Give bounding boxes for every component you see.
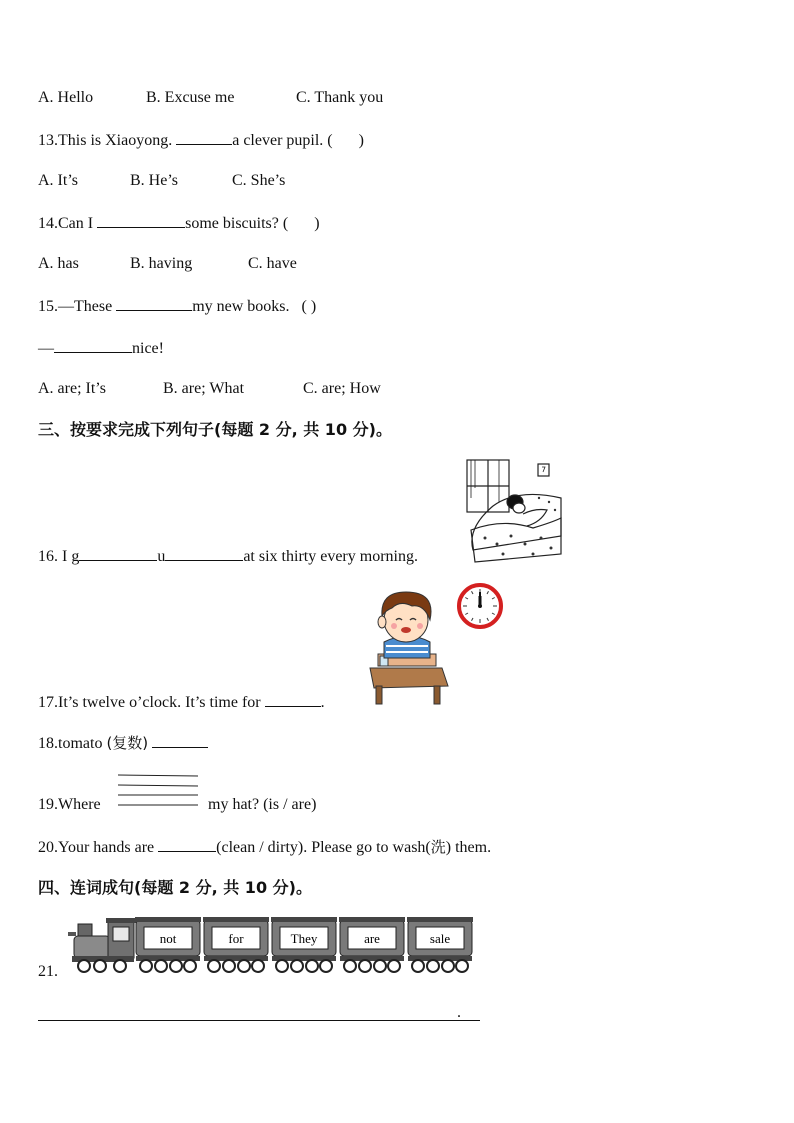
q14-number: 14.	[38, 215, 58, 232]
q13-option-c: C. She’s	[232, 172, 286, 189]
q15-line2-pre: —	[38, 340, 54, 357]
q13-answer-blank[interactable]	[176, 130, 232, 145]
q14-pre: Can I	[58, 215, 94, 232]
section-3-heading: 三、按要求完成下列句子(每题 2 分, 共 10 分)。	[38, 420, 392, 439]
train-word-5: sale	[429, 931, 451, 946]
q15-pre: —These	[58, 298, 113, 315]
q12-option-b: B. Excuse me	[146, 89, 235, 106]
q17-answer-blank[interactable]	[265, 692, 321, 707]
q20-pre: Your hands are	[58, 839, 155, 856]
q16-bed-picture	[463, 458, 565, 564]
train-car-4	[339, 917, 405, 972]
q15-line2-post: nice!	[132, 340, 164, 357]
train-car-5	[407, 917, 473, 972]
q19-post: my hat? (is / are)	[208, 796, 317, 813]
q13-pre: This is Xiaoyong.	[58, 132, 173, 149]
q15-option-a: A. are; It’s	[38, 380, 106, 397]
q15-option-b: B. are; What	[163, 380, 245, 397]
q13-option-b: B. He’s	[130, 172, 178, 189]
q17-boy-eating-picture	[364, 586, 454, 708]
question-17	[38, 692, 325, 713]
question-20	[38, 837, 491, 858]
q15-number: 15.	[38, 298, 58, 315]
q17-number: 17.	[38, 694, 58, 711]
q21-number: 21.	[38, 963, 58, 980]
q14-option-c: C. have	[248, 255, 297, 272]
q16-answer-blank-2[interactable]	[165, 546, 243, 561]
q13-end: )	[358, 132, 364, 149]
q15-answer-blank-1[interactable]	[116, 296, 192, 311]
q15-answer-paren[interactable]: ( )	[301, 298, 317, 315]
q21-end: .	[457, 1004, 461, 1021]
q19-pre: Where	[58, 796, 101, 813]
q14-option-a: A. has	[38, 255, 79, 272]
q19-number: 19.	[38, 796, 58, 813]
q18-word: tomato	[58, 735, 103, 752]
q21-answer-line[interactable]	[38, 1020, 480, 1021]
q18-hint: (复数)	[106, 734, 149, 752]
q14-option-b: B. having	[130, 255, 193, 272]
question-18	[38, 733, 208, 754]
q13-option-a: A. It’s	[38, 172, 78, 189]
q12-option-a: A. Hello	[38, 89, 94, 106]
train-car-3	[271, 917, 337, 972]
train-word-1: not	[159, 931, 177, 946]
q13-post: a clever pupil. (	[232, 132, 333, 149]
q16-text-c: at six thirty every morning.	[243, 548, 418, 565]
q14-end: )	[314, 215, 320, 232]
q15-answer-blank-2[interactable]	[54, 338, 132, 353]
q12-option-c: C. Thank you	[296, 89, 384, 106]
q20-number: 20.	[38, 839, 58, 856]
question-16	[38, 546, 418, 567]
q14-answer-blank[interactable]	[97, 213, 185, 228]
q17-end: .	[320, 694, 325, 711]
question-14	[38, 213, 320, 234]
q18-answer-blank[interactable]	[152, 733, 208, 748]
q16-text-a: I g	[62, 548, 80, 565]
train-car-2	[203, 917, 269, 972]
question-15-reply	[38, 338, 164, 359]
q21-word-train	[66, 916, 476, 978]
question-13	[38, 130, 364, 151]
train-word-4: are	[364, 931, 380, 946]
q20-cjk: 洗	[430, 838, 446, 856]
q16-answer-blank-1[interactable]	[79, 546, 157, 561]
q20-answer-blank[interactable]	[158, 837, 216, 852]
q20-end: ) them.	[445, 839, 492, 856]
q15-post: my new books.	[192, 298, 290, 315]
train-car-1	[135, 917, 201, 972]
q16-number: 16.	[38, 548, 58, 565]
train-engine	[68, 918, 136, 972]
question-19	[38, 795, 101, 815]
q14-post: some biscuits? (	[185, 215, 289, 232]
clock-icon	[457, 583, 503, 629]
section-4-heading: 四、连词成句(每题 2 分, 共 10 分)。	[38, 878, 312, 897]
q17-text: It’s twelve o’clock. It’s time for	[58, 694, 261, 711]
q20-post: (clean / dirty). Please go to wash(	[216, 839, 431, 856]
q18-number: 18.	[38, 735, 58, 752]
train-word-2: for	[228, 931, 244, 946]
q15-option-c: C. are; How	[303, 380, 381, 397]
q16-text-b: u	[157, 548, 166, 565]
q13-number: 13.	[38, 132, 58, 149]
q19-writing-lines[interactable]	[118, 773, 200, 809]
train-word-3: They	[290, 931, 318, 946]
question-15	[38, 296, 316, 317]
